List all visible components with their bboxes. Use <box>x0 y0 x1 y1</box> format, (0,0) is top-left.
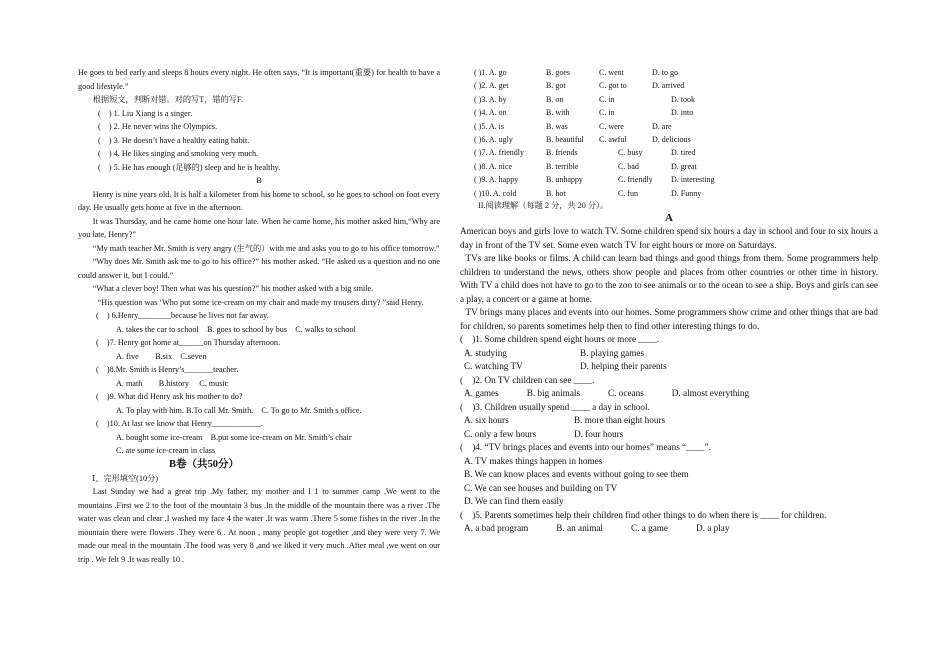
passage-paragraph: TVs are like books or films. A child can learn bad things and good things from them. Some programmers help children to understand the news, others show people and places from other countries or other time in history. With TV a child does not have to go to the zoo to see animals or to the ocean to see a ship. Boys and girls can see a play, a concert or a game at home. <box>460 253 878 304</box>
option-b: B. We can know places and events without going to see them <box>464 469 689 480</box>
tf-item: ( ) 2. He never wins the Olympics. <box>98 122 218 131</box>
section-b-title: B卷（共50分） <box>168 458 239 470</box>
true-false-list <box>78 107 440 175</box>
passage-a-ending: He goes to bed early and sleeps 8 hours every night. He often says, “It is important(重要) for health to have a good lifestyle.” <box>78 68 440 91</box>
cloze-option-row <box>458 66 878 79</box>
option-c: C. busy <box>618 148 643 158</box>
passage-paragraph: “Why does Mr. Smith ask me to go to his office?” his mother asked. “He asked us a question and no one could answer it, but I could.” <box>78 257 440 280</box>
reading-question: ( )4. “TV brings places and events into our homes” means “____”. <box>460 442 711 453</box>
reading-question: ( )2. On TV children can see ____. <box>460 374 595 385</box>
option-c: C. in <box>599 94 615 104</box>
cloze-options <box>458 66 878 200</box>
option-d: D. a play <box>696 523 730 534</box>
mc-question: ( )8.Mr. Smith is Henry’s_______teacher. <box>96 365 239 374</box>
option-c: C. watching TV <box>464 361 523 372</box>
mc-options: A. To play with him. B.To call Mr. Smith. C. To go to Mr. Smith s office. <box>116 405 362 415</box>
option-a: ( )3. A. by <box>474 94 507 104</box>
cloze-option-row <box>458 173 878 186</box>
cloze-option-row <box>458 133 878 146</box>
passage-paragraph: It was Thursday, and he came home one hour late. When he came home, his mother asked him,“Why are you late, Henry?” <box>78 216 440 239</box>
option-c: C. only a few hours <box>464 428 537 439</box>
option-c: C. friendly <box>618 175 653 185</box>
option-b: B. more than eight hours <box>574 415 666 426</box>
cloze-option-row <box>458 79 878 92</box>
passage-paragraph: “What a clever boy! Then what was his question?” his mother asked with a big smile. <box>92 284 374 293</box>
option-d: D. Funny <box>671 188 702 198</box>
option-d: D. helping their parents <box>580 361 667 372</box>
passage-paragraph: TV brings many places and events into our homes. Some programmers show crime and other things that are bad for children, so parents sometimes help then to find other interesting things to do. <box>460 307 878 331</box>
option-b: B. beautiful <box>546 135 584 145</box>
reading-section <box>458 211 878 536</box>
option-c: C. awful <box>599 135 627 145</box>
tf-item: ( ) 1. Liu Xiang is a singer. <box>98 108 193 118</box>
cloze-option-row <box>458 160 878 173</box>
option-a: A. games <box>464 388 499 399</box>
reading-question: ( )3. Children usually spend ____ a day in school. <box>460 401 650 412</box>
option-d: D. are <box>652 121 672 131</box>
passage-b-label: B <box>256 176 262 185</box>
option-b: B. was <box>546 121 568 131</box>
passage-b <box>78 188 440 310</box>
reading-options <box>458 482 878 496</box>
passage-paragraph: American boys and girls love to watch TV. Some children spend six hours a day in school and four to six hours a day in front of the TV set. Some even watch TV for eight hours or more on Saturdays. <box>460 226 878 250</box>
option-b: B. playing games <box>580 347 645 358</box>
option-b: B. terrible <box>546 161 579 171</box>
cloze-option-row <box>458 146 878 159</box>
option-d: D. interesting <box>671 175 715 185</box>
option-b: B. unhappy <box>546 175 583 185</box>
reading-options <box>458 522 878 536</box>
reading-question: ( )1. Some children spend eight hours or more ____. <box>460 334 660 345</box>
mc-options: A. math B.history C. music <box>116 378 229 388</box>
reading-options <box>458 495 878 509</box>
option-a: ( )5. A. is <box>474 121 504 131</box>
option-c: C. were <box>599 121 624 131</box>
cloze-option-row <box>458 93 878 106</box>
cloze-option-row <box>458 120 878 133</box>
option-b: B. with <box>546 108 570 118</box>
option-c: C. We can see houses and building on TV <box>464 482 618 493</box>
multiple-choice-list <box>78 309 440 458</box>
option-b: B. an animal <box>556 523 603 534</box>
option-a: A. studying <box>464 347 507 358</box>
reading-options <box>458 360 878 374</box>
option-a: ( )8. A. nice <box>474 161 512 171</box>
option-b: B. got <box>546 81 566 91</box>
option-a: A. a bad program <box>464 523 529 534</box>
option-d: D. into <box>671 108 694 118</box>
option-d: D. tired <box>671 148 696 158</box>
mc-options: A. five B.six C.seven <box>116 351 207 361</box>
option-a: ( )1. A. go <box>474 68 507 77</box>
option-c: C. went <box>599 68 624 77</box>
option-a: A. six hours <box>464 415 509 426</box>
reading-options <box>458 387 878 401</box>
option-d: D. four hours <box>574 428 624 439</box>
option-a: A. TV makes things happen in homes <box>464 455 603 466</box>
tf-instruction: 根据短文，判断对错。对的写T，错的写F. <box>92 95 243 104</box>
option-a: ( )7. A. friendly <box>474 148 524 158</box>
option-d: D. great <box>671 161 697 171</box>
reading-options <box>458 428 878 442</box>
option-a: ( )10. A. cold <box>474 188 517 198</box>
option-a: ( )4. A. on <box>474 108 507 118</box>
mc-options: C. ate some ice-cream in class <box>116 446 216 455</box>
option-b: B. friends <box>546 148 578 158</box>
option-d: D. took <box>671 94 695 104</box>
option-d: D. almost everything <box>671 388 750 399</box>
passage-paragraph: “My math teacher Mr. Smith is very angry (生气的）with me and asks you to go to his office tomorrow.” <box>92 243 440 253</box>
cloze-option-row <box>458 106 878 119</box>
option-b: B. goes <box>546 68 570 77</box>
passage-paragraph: Henry is nine years old. It is half a kilometer from his home to school, so he goes to school on foot every day. He usually gets home at five in the afternoon. <box>78 189 440 212</box>
reading-question: ( )5. Parents sometimes help their children find other things to do when there is ____ for children. <box>460 509 827 520</box>
option-d: D. We can find them easily <box>464 496 564 507</box>
option-d: D. arrived <box>652 81 685 91</box>
mc-options: A. takes the car to school B. goes to school by bus C. walks to school <box>116 324 356 334</box>
cloze-passage: Last Sunday we had a great trip .My father, my mother and I 1 to summer camp .We went to the mountains .First we 2 to the foot of the mountain 3 bus .In the middle of the mountain there was a river .The water was clean and clear .I washed my face 4 the water .It was warm .There 5 some fishes in the river .In the mountain there were flowers .They were 6 . At noon , many people got together ,and they were very 7. We made our meal in the mountain .The food was very 8 ,and we liked it very much .After meal ,we went on our trip . We felt 9 .It was really 10 . <box>78 487 440 564</box>
option-d: D. delicious <box>652 135 691 145</box>
option-c: C. a game <box>631 523 668 534</box>
mc-question: ( )10. At last we know that Henry____________. <box>96 419 263 428</box>
option-c: C. oceans <box>608 388 644 399</box>
tf-item: ( ) 3. He doesn’t have a healthy eating habit. <box>98 135 250 145</box>
reading-options <box>458 414 878 428</box>
tf-item: ( ) 5. He has enough (足够的) sleep and he is healthy. <box>98 162 281 172</box>
option-c: C. in <box>599 108 615 118</box>
option-b: B. big animals <box>526 388 581 399</box>
reading-title: II.阅读理解（每题 2 分，共 20 分）。 <box>478 201 609 211</box>
right-column <box>458 66 878 536</box>
mc-question: ( )7. Henry got home at______on Thursday afternoon. <box>96 338 281 347</box>
option-c: C. got to <box>599 81 627 91</box>
option-c: C. bad <box>618 161 639 171</box>
option-a: ( )6. A. ugly <box>474 135 513 145</box>
mc-question: ( ) 6.Henry________because he lives not far away. <box>96 311 269 320</box>
option-c: C. fun <box>618 188 638 198</box>
passage-a-label: A <box>665 212 673 225</box>
option-a: ( )2. A. get <box>474 81 509 91</box>
reading-options <box>458 347 878 361</box>
option-b: B. hot <box>546 188 566 198</box>
cloze-option-row <box>458 187 878 200</box>
tf-item: ( ) 4. He likes singing and smoking very much. <box>98 149 259 158</box>
reading-options <box>458 455 878 469</box>
option-a: ( )9. A. happy <box>474 175 519 185</box>
mc-question: ( )9. What did Henry ask his mother to do? <box>96 392 243 401</box>
left-column <box>78 66 440 566</box>
passage-paragraph: “His question was ‘Who put some ice-cream on my chair and made my trousers dirty? ”said Henry. <box>97 297 424 307</box>
option-b: B. on <box>546 94 564 104</box>
option-d: D. to go <box>652 68 678 77</box>
reading-options <box>458 468 878 482</box>
mc-options: A. bought some ice-cream B.put some ice-cream on Mr. Smith’s chair <box>116 432 352 442</box>
cloze-title: Ⅰ、完形填空(10分) <box>92 473 158 483</box>
